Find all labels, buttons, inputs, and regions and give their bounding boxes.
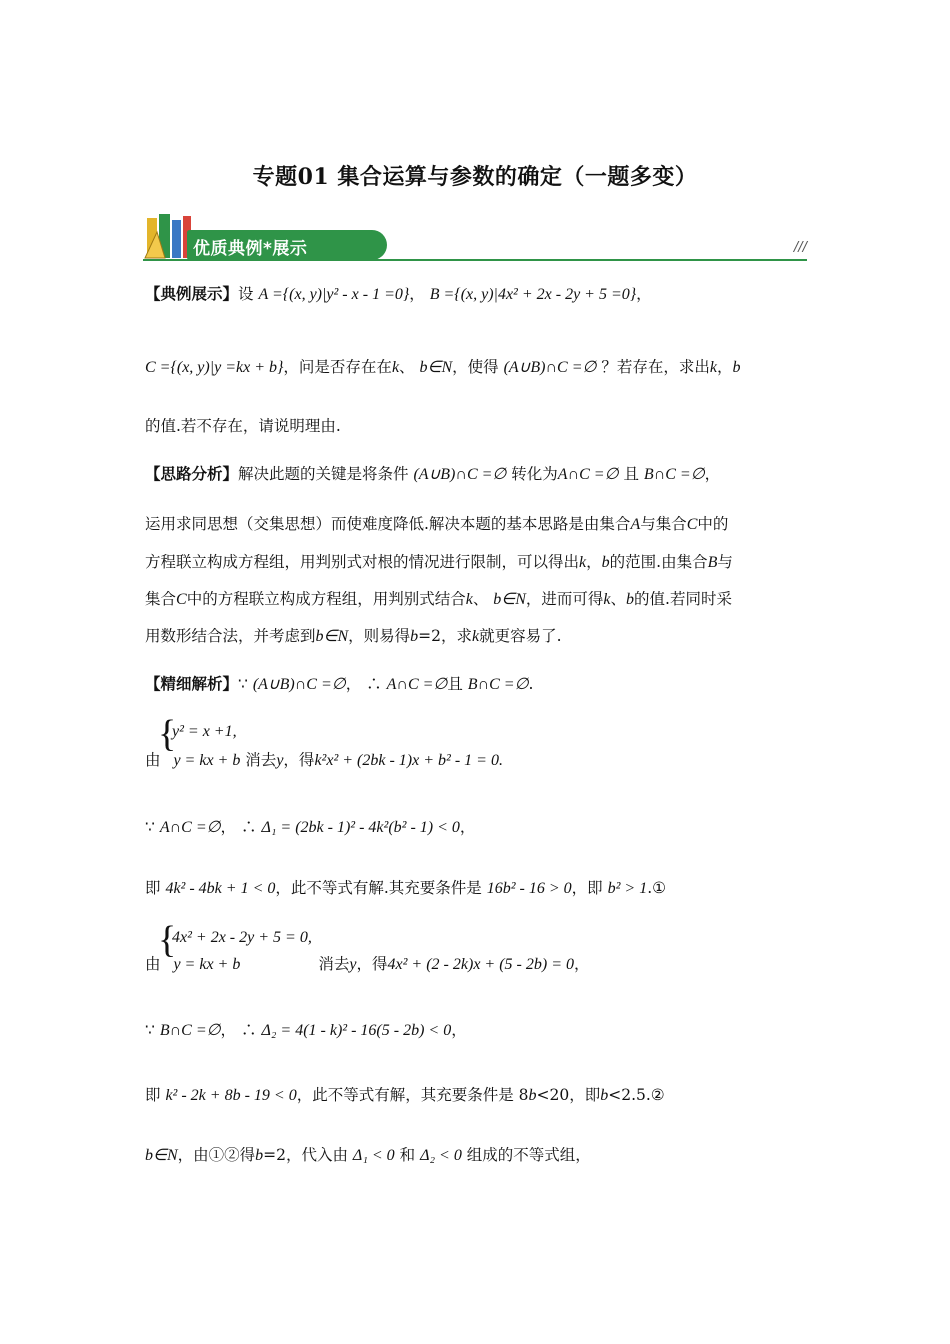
system-2-eq-2: y = kx + b: [173, 956, 241, 973]
analysis-line-1: 【思路分析】解决此题的关键是将条件 (A∪B)∩C =∅ 转化为A∩C =∅ 且 B∩C =∅，: [145, 464, 721, 483]
set-b: B ={(x, y)|4x² + 2x - 2y + 5 =0}: [429, 286, 637, 303]
banner-underline: [143, 259, 807, 261]
solution-heading: 【精细解析】: [145, 674, 239, 693]
system-1-row: 由 y = kx + b 消去y，得k²x² + (2bk - 1)x + b² - 1 = 0.: [145, 751, 503, 769]
solution-line-result-1: 即 4k² - 4bk + 1 < 0，此不等式有解.其充要条件是 16b² - 16 > 0，即 b² > 1.①: [145, 879, 667, 897]
example-line-2: C ={(x, y)|y =kx + b}，问是否存在在k、 b∈N，使得 (A∪B)∩C =∅ ？若存在，求出k，b: [145, 358, 741, 376]
solution-line-result-2: 即 k² - 2k + 8b - 19 < 0，此不等式有解，其充要条件是 8b<20，即b<2.5.②: [145, 1086, 665, 1104]
analysis-line-4: 集合C中的方程联立构成方程组，用判别式结合k、 b∈N，进而可得k、b的值.若同时采: [145, 590, 732, 608]
set-a: A ={(x, y)|y² - x - 1 =0}: [258, 286, 410, 303]
solution-line-delta-1: ∵ A∩C =∅， ∴ Δ₁ = (2bk - 1)² - 4k²(b² - 1) < 0，: [145, 818, 476, 836]
analysis-line-5: 用数形结合法，并考虑到b∈N，则易得b=2，求k就更容易了.: [145, 627, 562, 645]
banner-slashes: ///: [793, 240, 807, 255]
banner-label: 优质典例*展示: [193, 239, 308, 259]
set-c: C ={(x, y)|y =kx + b}: [145, 359, 284, 376]
system-2-row: 由 y = kx + b 消去y，得4x² + (2 - 2k)x + (5 - 2b) = 0，: [145, 955, 590, 973]
solution-line-final: b∈N，由①②得b=2，代入由 Δ₁ < 0 和 Δ₂ < 0 组成的不等式组，: [145, 1146, 591, 1164]
system-1-brace: {: [158, 713, 177, 755]
analysis-line-2: 运用求同思想（交集思想）而使难度降低.解决本题的基本思路是由集合A与集合C中的: [145, 515, 729, 533]
solution-line-1: 【精细解析】∵ (A∪B)∩C =∅， ∴ A∩C =∅且 B∩C =∅.: [145, 674, 534, 693]
solution-line-delta-2: ∵ B∩C =∅， ∴ Δ₂ = 4(1 - k)² - 16(5 - 2b) < 0，: [145, 1021, 467, 1039]
example-line-3: 的值.若不存在，请说明理由.: [145, 417, 341, 435]
example-line-1: 【典例展示】设 A ={(x, y)|y² - x - 1 =0}， B ={(x, y)|4x² + 2x - 2y + 5 =0}，: [145, 284, 652, 303]
example-heading: 【典例展示】: [145, 284, 239, 303]
analysis-heading: 【思路分析】: [145, 464, 239, 483]
section-banner: [143, 212, 807, 262]
system-1-eq-1: y² = x +1,: [172, 723, 237, 740]
page-title: 专题01 集合运算与参数的确定（一题多变）: [252, 164, 698, 190]
system-2-brace: {: [158, 919, 177, 961]
system-2-eq-1: 4x² + 2x - 2y + 5 = 0,: [172, 929, 312, 946]
analysis-line-3: 方程联立构成方程组，用判别式对根的情况进行限制，可以得出k，b的范围.由集合B与: [145, 553, 733, 571]
system-1-eq-2: y = kx + b: [173, 752, 241, 769]
